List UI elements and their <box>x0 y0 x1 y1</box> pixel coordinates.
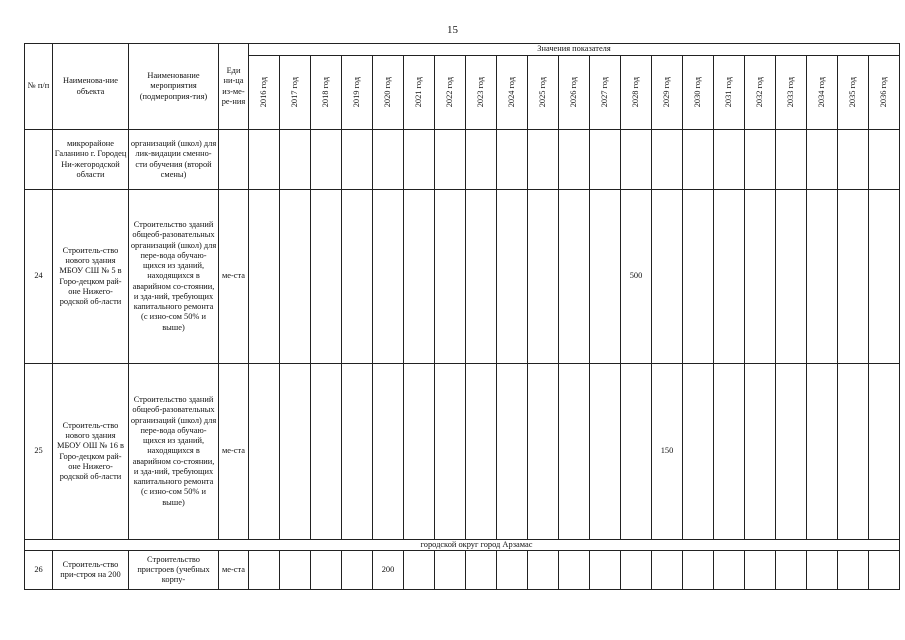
cell-year-value <box>280 190 311 364</box>
header-year-label: 2017 год <box>289 77 299 108</box>
cell-year-value <box>869 190 900 364</box>
cell-year-value: 150 <box>652 364 683 540</box>
header-year <box>683 56 714 130</box>
header-year-label: 2035 год <box>847 77 857 108</box>
header-year <box>652 56 683 130</box>
header-unit: Еди ни-ца из-ме-ре-ния <box>219 44 249 130</box>
cell-event: организаций (школ) для лик-видации сменно-сти обучения (второй смены) <box>129 130 219 190</box>
cell-year-value <box>497 130 528 190</box>
cell-year-value <box>249 130 280 190</box>
page-number: 15 <box>447 24 458 36</box>
cell-year-value <box>528 551 559 590</box>
cell-year-value <box>590 551 621 590</box>
header-year <box>621 56 652 130</box>
header-year <box>466 56 497 130</box>
cell-year-value <box>807 130 838 190</box>
cell-event: Строительство пристроев (учебных корпу- <box>129 551 219 590</box>
cell-year-value <box>621 551 652 590</box>
cell-year-value <box>714 551 745 590</box>
cell-year-value <box>621 130 652 190</box>
header-year-label: 2030 год <box>692 77 702 108</box>
header-year <box>435 56 466 130</box>
cell-year-value <box>311 364 342 540</box>
table-row <box>25 551 900 590</box>
cell-year-value <box>714 364 745 540</box>
cell-year-value <box>652 190 683 364</box>
header-year <box>342 56 373 130</box>
header-year-label: 2020 год <box>382 77 392 108</box>
cell-year-value <box>342 551 373 590</box>
header-year-label: 2016 год <box>258 77 268 108</box>
header-year-label: 2031 год <box>723 77 733 108</box>
cell-year-value <box>745 190 776 364</box>
cell-year-value <box>683 551 714 590</box>
cell-year-value <box>652 551 683 590</box>
header-year <box>745 56 776 130</box>
cell-year-value <box>280 551 311 590</box>
cell-object: Строитель-ство нового здания МБОУ СШ № 5 в Горо-децком рай-оне Нижего-родской об-ласти <box>53 190 129 364</box>
header-year-label: 2025 год <box>537 77 547 108</box>
header-year <box>838 56 869 130</box>
cell-year-value <box>404 364 435 540</box>
cell-no: 24 <box>25 190 53 364</box>
cell-year-value <box>528 190 559 364</box>
cell-year-value <box>404 190 435 364</box>
cell-unit: ме-ста <box>219 364 249 540</box>
section-label: городской округ город Арзамас <box>25 540 900 551</box>
header-values-group: Значения показателя <box>249 44 900 56</box>
header-year <box>807 56 838 130</box>
cell-unit: ме-ста <box>219 190 249 364</box>
cell-object: Строитель-ство нового здания МБОУ ОШ № 16 в Горо-децком рай-оне Нижего-родской об-ласти <box>53 364 129 540</box>
cell-year-value <box>466 364 497 540</box>
header-year <box>714 56 745 130</box>
cell-year-value <box>652 130 683 190</box>
header-year <box>559 56 590 130</box>
cell-year-value <box>621 364 652 540</box>
header-year-label: 2028 год <box>630 77 640 108</box>
cell-year-value <box>342 130 373 190</box>
cell-year-value <box>683 364 714 540</box>
cell-year-value <box>683 190 714 364</box>
cell-year-value <box>466 551 497 590</box>
cell-year-value <box>869 364 900 540</box>
cell-year-value <box>342 364 373 540</box>
cell-year-value <box>745 364 776 540</box>
table-body <box>25 130 900 590</box>
header-year <box>869 56 900 130</box>
cell-year-value <box>590 364 621 540</box>
cell-year-value <box>714 190 745 364</box>
cell-year-value <box>807 551 838 590</box>
header-event: Наименование мероприятия (подмероприя-тия) <box>129 44 219 130</box>
cell-unit: ме-ста <box>219 551 249 590</box>
header-year-label: 2024 год <box>506 77 516 108</box>
cell-year-value <box>497 190 528 364</box>
header-year-label: 2036 год <box>878 77 888 108</box>
cell-no: 26 <box>25 551 53 590</box>
cell-year-value <box>838 130 869 190</box>
header-year <box>497 56 528 130</box>
cell-year-value <box>342 190 373 364</box>
header-year-label: 2019 год <box>351 77 361 108</box>
cell-year-value <box>435 190 466 364</box>
header-year-label: 2027 год <box>599 77 609 108</box>
cell-year-value <box>590 190 621 364</box>
cell-no <box>25 130 53 190</box>
cell-year-value <box>559 130 590 190</box>
cell-year-value <box>776 551 807 590</box>
cell-year-value <box>838 364 869 540</box>
cell-year-value <box>776 190 807 364</box>
cell-year-value <box>807 364 838 540</box>
cell-no: 25 <box>25 364 53 540</box>
header-year <box>776 56 807 130</box>
cell-year-value: 200 <box>373 551 404 590</box>
cell-year-value <box>373 130 404 190</box>
cell-year-value <box>280 130 311 190</box>
header-year-label: 2034 год <box>816 77 826 108</box>
header-year-label: 2023 год <box>475 77 485 108</box>
cell-year-value <box>404 130 435 190</box>
table-row <box>25 190 900 364</box>
cell-year-value <box>559 551 590 590</box>
header-year <box>280 56 311 130</box>
cell-year-value <box>311 551 342 590</box>
header-no: № п/п <box>25 44 53 130</box>
cell-object: Строитель-ство при-строя на 200 <box>53 551 129 590</box>
header-year <box>528 56 559 130</box>
header-year <box>373 56 404 130</box>
cell-year-value: 500 <box>621 190 652 364</box>
table-header <box>25 44 900 130</box>
section-row <box>25 540 900 551</box>
header-year-label: 2021 год <box>413 77 423 108</box>
cell-object: микрорайоне Галанино г. Городец Ни-жегородской области <box>53 130 129 190</box>
header-year-label: 2029 год <box>661 77 671 108</box>
cell-year-value <box>590 130 621 190</box>
cell-year-value <box>714 130 745 190</box>
cell-year-value <box>776 130 807 190</box>
cell-event: Строительство зданий общеоб-разовательных организаций (школ) для пере-вода обучаю-щихся из зданий, находящихся в аварийном со-стоянии, и зда-ний, требующих капитального ремонта (с изно-сом 50% и выше) <box>129 364 219 540</box>
cell-year-value <box>807 190 838 364</box>
cell-year-value <box>280 364 311 540</box>
header-year <box>590 56 621 130</box>
cell-year-value <box>373 364 404 540</box>
header-year-label: 2032 год <box>754 77 764 108</box>
cell-year-value <box>466 130 497 190</box>
cell-year-value <box>435 364 466 540</box>
cell-year-value <box>745 551 776 590</box>
cell-year-value <box>249 364 280 540</box>
cell-year-value <box>497 364 528 540</box>
cell-year-value <box>559 364 590 540</box>
header-year-label: 2022 год <box>444 77 454 108</box>
header-year-label: 2018 год <box>320 77 330 108</box>
cell-year-value <box>466 190 497 364</box>
header-object: Наименова-ние объекта <box>53 44 129 130</box>
cell-year-value <box>776 364 807 540</box>
header-year <box>311 56 342 130</box>
cell-year-value <box>559 190 590 364</box>
cell-year-value <box>745 130 776 190</box>
cell-event: Строительство зданий общеоб-разовательных организаций (школ) для пере-вода обучаю-щихся из зданий, находящихся в аварийном со-стоянии, и зда-ний, требующих капитального ремонта (с изно-сом 50% и выше) <box>129 190 219 364</box>
cell-year-value <box>683 130 714 190</box>
cell-year-value <box>373 190 404 364</box>
cell-year-value <box>838 551 869 590</box>
table-row <box>25 130 900 190</box>
cell-year-value <box>528 364 559 540</box>
cell-year-value <box>435 130 466 190</box>
indicator-table <box>24 43 900 590</box>
cell-year-value <box>838 190 869 364</box>
cell-year-value <box>435 551 466 590</box>
header-year <box>404 56 435 130</box>
cell-year-value <box>249 190 280 364</box>
cell-year-value <box>497 551 528 590</box>
header-year-label: 2033 год <box>785 77 795 108</box>
cell-year-value <box>528 130 559 190</box>
cell-year-value <box>869 551 900 590</box>
cell-year-value <box>869 130 900 190</box>
table-row <box>25 364 900 540</box>
cell-year-value <box>311 130 342 190</box>
cell-unit <box>219 130 249 190</box>
cell-year-value <box>311 190 342 364</box>
cell-year-value <box>249 551 280 590</box>
cell-year-value <box>404 551 435 590</box>
header-year <box>249 56 280 130</box>
header-year-label: 2026 год <box>568 77 578 108</box>
